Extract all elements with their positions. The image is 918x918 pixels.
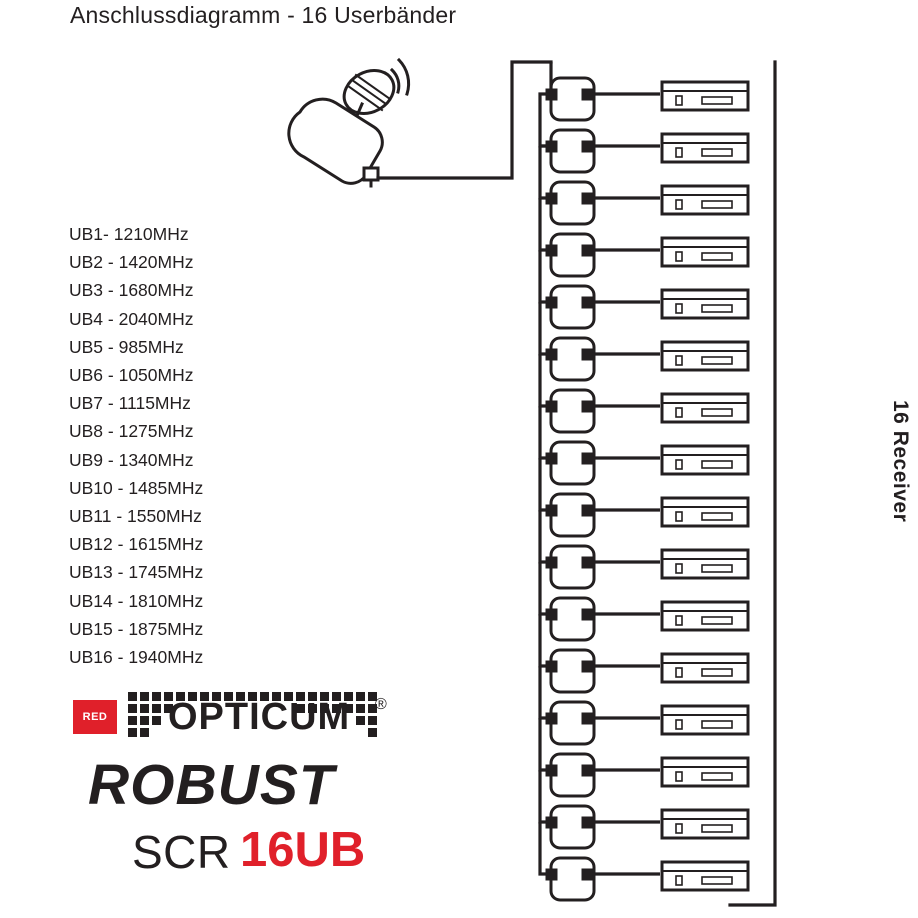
receiver-unit xyxy=(662,394,748,422)
splitter-unit xyxy=(547,650,594,692)
list-item: UB6 - 1050MHz xyxy=(69,365,194,386)
satellite-dish-icon xyxy=(289,60,409,186)
splitter-unit xyxy=(547,754,594,796)
splitter-unit xyxy=(547,806,594,848)
receiver-unit xyxy=(662,654,748,682)
splitter-column xyxy=(547,78,594,900)
splitter-unit xyxy=(547,390,594,432)
receiver-unit xyxy=(662,342,748,370)
product-line-name: ROBUST xyxy=(88,753,335,817)
list-item: UB16 - 1940MHz xyxy=(69,647,204,668)
list-item: UB14 - 1810MHz xyxy=(69,590,204,611)
splitter-unit xyxy=(547,130,594,172)
splitter-unit xyxy=(547,286,594,328)
receiver-unit xyxy=(662,862,748,890)
brand-logo xyxy=(70,690,450,890)
registered-mark: ® xyxy=(375,696,387,713)
receiver-unit xyxy=(662,238,748,266)
splitter-unit xyxy=(547,182,594,224)
receiver-unit xyxy=(662,186,748,214)
receiver-column-label: 16 Receiver xyxy=(889,400,912,523)
splitter-unit xyxy=(547,234,594,276)
list-item: UB7 - 1115MHz xyxy=(69,393,191,414)
splitter-unit xyxy=(547,858,594,900)
list-item: UB8 - 1275MHz xyxy=(69,421,194,442)
receiver-unit xyxy=(662,550,748,578)
receiver-column xyxy=(662,82,748,890)
list-item: UB15 - 1875MHz xyxy=(69,618,204,639)
model-prefix: SCR xyxy=(132,826,231,878)
splitter-unit xyxy=(547,78,594,120)
splitter-unit xyxy=(547,494,594,536)
receiver-unit xyxy=(662,758,748,786)
receiver-unit xyxy=(662,498,748,526)
red-badge: RED xyxy=(73,700,117,734)
list-item: UB9 - 1340MHz xyxy=(69,449,194,470)
list-item: UB11 - 1550MHz xyxy=(69,506,202,527)
splitter-unit xyxy=(547,442,594,484)
receiver-unit xyxy=(662,706,748,734)
receiver-unit xyxy=(662,82,748,110)
list-item: UB3 - 1680MHz xyxy=(69,280,194,301)
receiver-unit xyxy=(662,446,748,474)
receiver-unit xyxy=(662,810,748,838)
splitter-unit xyxy=(547,702,594,744)
list-item: UB4 - 2040MHz xyxy=(69,308,194,329)
userband-frequency-list xyxy=(69,220,319,671)
list-item: UB5 - 985MHz xyxy=(69,336,184,357)
receiver-unit xyxy=(662,134,748,162)
splitter-unit xyxy=(547,598,594,640)
splitter-unit xyxy=(547,546,594,588)
splitter-unit xyxy=(547,338,594,380)
receiver-unit xyxy=(662,290,748,318)
model-suffix: 16UB xyxy=(240,823,366,877)
list-item: UB13 - 1745MHz xyxy=(69,562,204,583)
list-item: UB2 - 1420MHz xyxy=(69,252,194,273)
list-item: UB1- 1210MHz xyxy=(69,224,189,244)
brand-name: OPTICUM xyxy=(168,696,351,738)
list-item: UB12 - 1615MHz xyxy=(69,534,204,555)
page-title: Anschlussdiagramm - 16 Userbänder xyxy=(70,2,457,28)
receiver-unit xyxy=(662,602,748,630)
list-item: UB10 - 1485MHz xyxy=(69,477,204,498)
